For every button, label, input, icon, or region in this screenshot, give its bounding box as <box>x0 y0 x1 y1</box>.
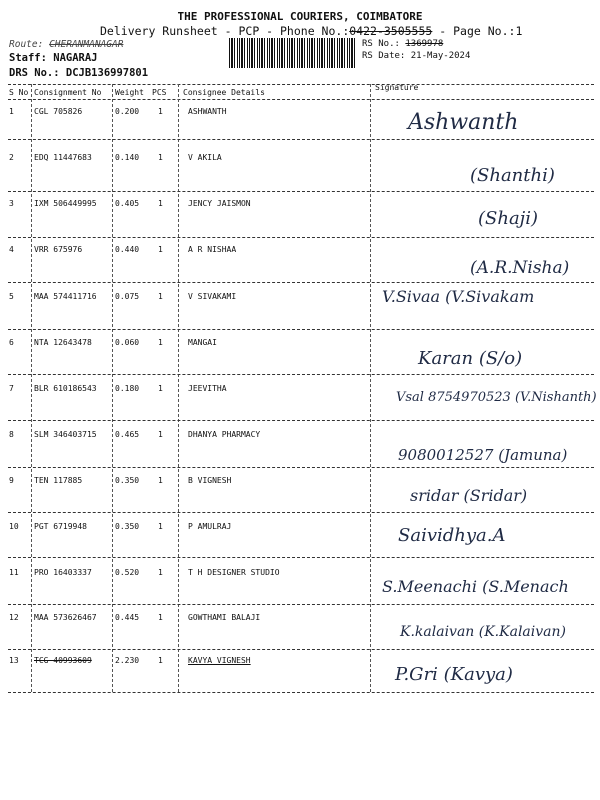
row-divider <box>8 139 594 140</box>
row-signature: (A.R.Nisha) <box>470 258 570 278</box>
row-consignee: JENCY JAISMON <box>188 199 251 208</box>
route-line <box>9 39 123 50</box>
row-divider <box>8 329 594 330</box>
row-consignment-no: PRO 16403337 <box>34 568 92 577</box>
row-weight: 0.465 <box>115 430 140 439</box>
row-pcs: 1 <box>158 338 163 347</box>
row-weight: 0.200 <box>115 107 140 116</box>
runsheet-subtitle <box>100 24 522 38</box>
rs-number <box>362 39 443 49</box>
row-consignment-no: VRR 675976 <box>34 245 83 254</box>
row-sno: 13 <box>9 656 19 665</box>
row-consignee: T H DESIGNER STUDIO <box>188 568 280 577</box>
row-consignment-no: IXM 506449995 <box>34 199 97 208</box>
row-consignment-no: BLR 610186543 <box>34 384 97 393</box>
staff-name: Staff: NAGARAJ <box>9 52 98 64</box>
row-weight: 0.075 <box>115 292 140 301</box>
row-consignment-no: MAA 573626467 <box>34 613 97 622</box>
column-divider <box>31 84 32 692</box>
row-weight: 0.445 <box>115 613 140 622</box>
row-weight: 0.440 <box>115 245 140 254</box>
row-pcs: 1 <box>158 245 163 254</box>
row-sno: 8 <box>9 430 14 439</box>
row-sno: 11 <box>9 568 19 577</box>
row-divider <box>8 557 594 558</box>
col-header-weight: Weight <box>115 88 144 97</box>
row-divider <box>8 692 594 693</box>
row-pcs: 1 <box>158 522 163 531</box>
row-consignee: ASHWANTH <box>188 107 227 116</box>
row-divider <box>8 374 594 375</box>
row-sno: 3 <box>9 199 14 208</box>
row-pcs: 1 <box>158 476 163 485</box>
row-pcs: 1 <box>158 656 163 665</box>
row-signature: (Shaji) <box>478 208 539 229</box>
row-consignee: B VIGNESH <box>188 476 232 485</box>
runsheet-prefix: Delivery Runsheet - PCP - Phone No.: <box>100 24 350 38</box>
row-consignee: DHANYA PHARMACY <box>188 430 261 439</box>
row-consignment-no: SLM 346403715 <box>34 430 97 439</box>
rs-number-label: RS No.: <box>362 39 400 49</box>
row-consignee: V AKILA <box>188 153 222 162</box>
row-weight: 0.060 <box>115 338 140 347</box>
row-signature: V.Sivaa (V.Sivakam <box>382 287 535 306</box>
row-consignment-no: MAA 574411716 <box>34 292 97 301</box>
row-consignment-no: TEN 117885 <box>34 476 83 485</box>
row-pcs: 1 <box>158 199 163 208</box>
row-signature: Saividhya.A <box>398 525 506 546</box>
phone-number: 0422-3505555 <box>349 24 433 38</box>
row-consignee: KAVYA VIGNESH <box>188 656 251 665</box>
row-signature: P.Gri (Kavya) <box>395 664 513 685</box>
drs-number: DRS No.: DCJB136997801 <box>9 67 149 79</box>
row-signature: Ashwanth <box>408 110 519 135</box>
row-pcs: 1 <box>158 430 163 439</box>
row-sno: 5 <box>9 292 14 301</box>
row-sno: 10 <box>9 522 19 531</box>
row-pcs: 1 <box>158 153 163 162</box>
page-number: - Page No.:1 <box>439 24 523 38</box>
rs-date: RS Date: 21-May-2024 <box>362 51 471 61</box>
route-label: Route: <box>9 39 44 50</box>
row-signature: K.kalaivan (K.Kalaivan) <box>400 624 566 640</box>
row-consignee: MANGAI <box>188 338 217 347</box>
rs-number-value: 1369978 <box>405 39 444 49</box>
row-sno: 7 <box>9 384 14 393</box>
col-header-consignee: Consignee Details <box>183 88 265 97</box>
row-weight: 0.350 <box>115 476 140 485</box>
row-sno: 1 <box>9 107 14 116</box>
row-consignee: V SIVAKAMI <box>188 292 237 301</box>
row-divider <box>8 420 594 421</box>
row-consignment-no: EDQ 11447683 <box>34 153 92 162</box>
col-header-signature: Signature <box>375 83 419 92</box>
column-divider <box>370 84 371 692</box>
row-pcs: 1 <box>158 613 163 622</box>
row-sno: 2 <box>9 153 14 162</box>
col-header-consignment: Consignment No <box>34 88 102 97</box>
row-consignment-no: CGL 705826 <box>34 107 83 116</box>
row-sno: 12 <box>9 613 19 622</box>
row-signature: (Shanthi) <box>470 165 555 186</box>
row-divider <box>8 282 594 283</box>
row-consignee: JEEVITHA <box>188 384 227 393</box>
row-signature: Vsal 8754970523 (V.Nishanth) <box>396 390 597 405</box>
row-pcs: 1 <box>158 384 163 393</box>
row-sno: 9 <box>9 476 14 485</box>
row-signature: sridar (Sridar) <box>410 486 528 505</box>
row-divider <box>8 512 594 513</box>
row-signature: Karan (S/o) <box>418 348 523 369</box>
column-divider <box>112 84 113 692</box>
row-sno: 6 <box>9 338 14 347</box>
row-pcs: 1 <box>158 568 163 577</box>
row-weight: 0.350 <box>115 522 140 531</box>
row-divider <box>8 604 594 605</box>
row-divider <box>8 649 594 650</box>
company-title: THE PROFESSIONAL COURIERS, COIMBATORE <box>177 10 423 23</box>
row-divider <box>8 191 594 192</box>
row-weight: 0.405 <box>115 199 140 208</box>
header-bottom-rule <box>8 99 594 100</box>
row-weight: 2.230 <box>115 656 140 665</box>
row-sno: 4 <box>9 245 14 254</box>
row-weight: 0.140 <box>115 153 140 162</box>
row-consignee: A R NISHAA <box>188 245 237 254</box>
row-signature: 9080012527 (Jamuna) <box>398 446 568 464</box>
row-pcs: 1 <box>158 292 163 301</box>
row-consignment-no: PGT 6719948 <box>34 522 87 531</box>
row-consignment-no: NTA 12643478 <box>34 338 92 347</box>
header-top-rule <box>8 84 594 85</box>
row-weight: 0.520 <box>115 568 140 577</box>
route-value: CHERANMANAGAR <box>49 39 124 50</box>
row-signature: S.Meenachi (S.Menach <box>382 577 569 596</box>
row-divider <box>8 237 594 238</box>
row-divider <box>8 467 594 468</box>
row-weight: 0.180 <box>115 384 140 393</box>
row-pcs: 1 <box>158 107 163 116</box>
col-header-pcs: PCS <box>152 88 167 97</box>
barcode <box>229 38 357 68</box>
row-consignee: GOWTHAMI BALAJI <box>188 613 261 622</box>
col-header-sno: S No <box>9 88 29 97</box>
column-divider <box>178 84 179 692</box>
row-consignee: P AMULRAJ <box>188 522 232 531</box>
row-consignment-no: TCG 40993609 <box>34 656 92 665</box>
